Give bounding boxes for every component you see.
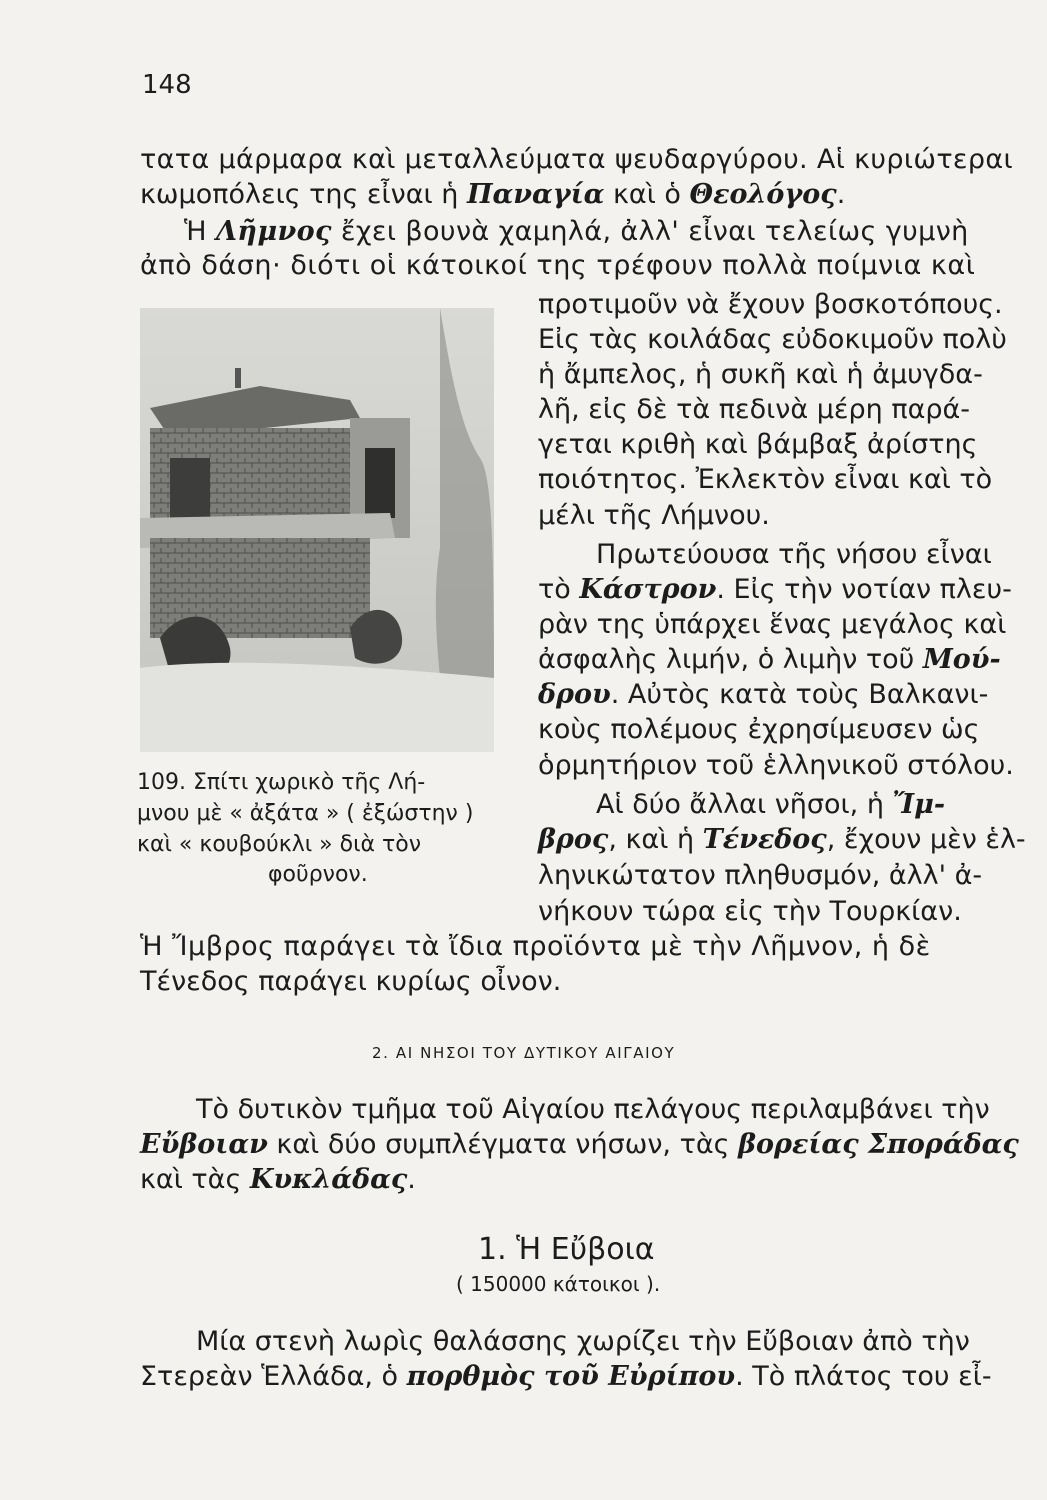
text-span: Αἱ δύο ἄλλαι νῆσοι, ἡ [596,789,893,820]
text-line: προτιμοῦν νὰ ἔχουν βοσκοτόπους. [538,289,1003,320]
text-span: . Αὐτὸς κατὰ τοὺς Βαλκανι- [610,679,989,710]
text-line [538,826,1026,853]
text-span: καὶ δύο συμπλέγματα νήσων, τὰς [267,1129,739,1160]
text-span: καὶ τὰς [140,1164,250,1195]
text-line: λῆ, εἰς δὲ τὰ πεδινὰ μέρη παρά- [538,394,971,425]
text-span: , καὶ ἡ [608,824,703,855]
house-illustration [140,308,494,752]
text-span: Στερεὰν Ἑλλάδα, ὁ [140,1361,407,1392]
bold-term: Παναγία [466,179,605,210]
subsection-title: 1. Ἡ Εὔβοια [478,1232,655,1267]
text-line: νήκουν τώρα εἰς τὴν Τουρκίαν. [538,896,962,927]
text-line [596,791,945,818]
bold-term: Θεολόγος [689,179,837,210]
text-line: ληνικώτατον πληθυσμόν, ἀλλ' ἀ- [538,860,983,891]
text-line [538,576,1012,603]
bold-term: βρος [538,824,609,855]
text-line: Πρωτεύουσα τῆς νήσου εἶναι [596,539,992,570]
text-line: Ἡ Ἴμβρος παράγει τὰ ἴδια προϊόντα μὲ τὴν Λῆμνον, ἡ δὲ [140,931,931,962]
text-span: . [407,1164,416,1195]
figure-caption: καὶ « κουβούκλι » διὰ τὸν [137,832,422,857]
text-line: ἀπὸ δάση· διότι οἱ κάτοικοί της τρέφουν πολλὰ ποίμνια καὶ [140,250,976,281]
section-heading: 2. ΑΙ ΝΗΣΟΙ ΤΟΥ ΔΥΤΙΚΟΥ ΑΙΓΑΙΟΥ [372,1044,676,1062]
text-span: . Τὸ πλάτος του εἶ- [735,1361,992,1392]
text-line [140,1166,416,1193]
text-span: Ἡ [184,216,216,247]
text-line [140,1131,1019,1158]
text-span: . [836,179,846,210]
bold-term: Κάστρον [579,574,717,605]
population-note: ( 150000 κάτοικοι ). [456,1272,661,1296]
text-line: Μία στενὴ λωρὶς θαλάσσης χωρίζει τὴν Εὔβοιαν ἀπὸ τὴν [196,1326,970,1357]
text-span: ἀσφαλὴς λιμήν, ὁ λιμὴν τοῦ [538,644,923,675]
text-span: . Εἰς τὴν νοτίαν πλευ- [716,574,1012,605]
figure-caption: φοῦρνον. [268,862,368,887]
page-number: 148 [142,70,192,100]
bold-term: Τένεδος [702,824,827,855]
bold-term: Μού- [922,644,1001,675]
text-line: ποιότητος. Ἐκλεκτὸν εἶναι καὶ τὸ [538,464,993,495]
text-line [140,1363,992,1390]
text-line: Τὸ δυτικὸν τμῆμα τοῦ Αἰγαίου πελάγους περιλαμβάνει τὴν [196,1094,990,1125]
text-span: κωμοπόλεις της εἶναι ἡ [140,179,467,210]
text-line: τατα μάρμαρα καὶ μεταλλεύματα ψευδαργύρου. Αἱ κυριώτεραι [140,144,1013,175]
bold-term: Εὔβοιαν [140,1129,268,1160]
text-span: καὶ ὁ [604,179,690,210]
bold-term: Ἴμ- [892,789,946,820]
figure-caption: 109. Σπίτι χωρικὸ τῆς Λή- [137,770,426,795]
text-line: γεται κριθὴ καὶ βάμβαξ ἀρίστης [538,429,978,460]
text-line: Εἰς τὰς κοιλάδας εὐδοκιμοῦν πολὺ [538,324,1007,355]
text-line [538,681,988,708]
bold-term: πορθμὸς τοῦ Εὐρίπου [406,1361,736,1392]
text-line: ρὰν της ὑπάρχει ἕνας μεγάλος καὶ [538,609,1007,640]
text-line: Τένεδος παράγει κυρίως οἶνον. [140,966,562,997]
bold-term: δρου [538,679,611,710]
house-photo [140,308,494,752]
text-line: ὁρμητήριον τοῦ ἑλληνικοῦ στόλου. [538,750,1014,781]
bold-term: Κυκλάδας [249,1164,408,1195]
text-line [184,218,969,245]
text-line: μέλι τῆς Λήμνου. [538,500,770,531]
bold-term: βορείας Σποράδας [738,1129,1019,1160]
text-span: ἔχει βουνὰ χαμηλά, ἀλλ' εἶναι τελείως γυμνὴ [331,216,969,247]
text-span: τὸ [538,574,580,605]
text-line: κοὺς πολέμους ἐχρησίμευσεν ὡς [538,714,980,745]
figure-caption: μνου μὲ « ἀξάτα » ( ἐξώστην ) [137,801,474,826]
bold-term: Λῆμνος [215,216,332,247]
text-span: , ἔχουν μὲν ἑλ- [826,824,1026,855]
text-line [140,181,845,208]
text-line [538,646,1001,673]
text-line: ἡ ἄμπελος, ἡ συκῆ καὶ ἡ ἀμυγδα- [538,359,983,390]
